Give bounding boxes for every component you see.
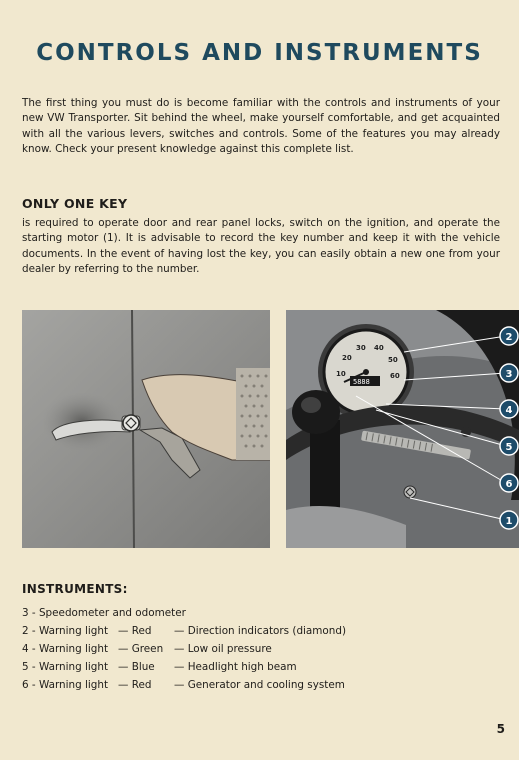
- callout-label: 5: [505, 442, 513, 453]
- gauge-number: 30: [356, 344, 366, 352]
- instrument-name: 4 - Warning light: [22, 643, 109, 655]
- callout-label: 1: [505, 516, 513, 527]
- instrument-color: — Red: [118, 625, 152, 637]
- instrument-function: — Direction indicators (diamond): [174, 625, 347, 637]
- list-item: [22, 622, 346, 640]
- list-item: [22, 604, 346, 622]
- instrument-color: — Blue: [118, 661, 155, 673]
- odometer-value: 5888: [353, 378, 370, 386]
- gauge-number: 20: [342, 354, 352, 362]
- instrument-name: 3 - Speedometer and odometer: [22, 607, 186, 619]
- callout-label: 3: [505, 369, 513, 380]
- dashboard-photo: [286, 310, 519, 548]
- instrument-color: — Green: [118, 643, 164, 655]
- callout-label: 6: [505, 479, 513, 490]
- door-lock-illustration: [22, 310, 270, 548]
- list-item: [22, 676, 346, 694]
- instruments-heading: INSTRUMENTS:: [22, 582, 128, 596]
- dashboard-illustration: [286, 310, 519, 548]
- instrument-name: 6 - Warning light: [22, 679, 109, 691]
- list-item: [22, 658, 346, 676]
- gauge-number: 10: [336, 370, 346, 378]
- gauge-number: 50: [388, 356, 398, 364]
- instrument-color: — Red: [118, 679, 152, 691]
- callout-label: 4: [505, 405, 513, 416]
- instrument-function: — Headlight high beam: [174, 661, 297, 673]
- instrument-function: — Generator and cooling system: [174, 679, 345, 691]
- door-lock-photo: [22, 310, 270, 548]
- key-section-body: is required to operate door and rear panel locks, switch on the ignition, and operate the starting motor (1). It is advisable to record the key number and keep it with the vehicle documents. In the event of having lost the key, you can easily obtain a new one from your dealer by referring to the number.: [22, 217, 500, 275]
- instruments-list: [22, 604, 346, 694]
- callout-label: 2: [505, 332, 513, 343]
- intro-paragraph: The first thing you must do is become familiar with the controls and instruments of your new VW Transporter. Sit behind the wheel, make yourself comfortable, and get acquainted with all the various levers, switches and controls. Some of the features you may already know. Check your present knowledge against this complete list.: [22, 97, 500, 155]
- list-item: [22, 640, 346, 658]
- key-section-heading: ONLY ONE KEY: [22, 196, 128, 211]
- gauge-number: 60: [390, 372, 400, 380]
- page-number: 5: [496, 722, 505, 736]
- instrument-name: 2 - Warning light: [22, 625, 109, 637]
- gauge-number: 40: [374, 344, 384, 352]
- page-title: CONTROLS AND INSTRUMENTS: [36, 40, 483, 66]
- instrument-function: — Low oil pressure: [174, 643, 272, 655]
- instrument-name: 5 - Warning light: [22, 661, 109, 673]
